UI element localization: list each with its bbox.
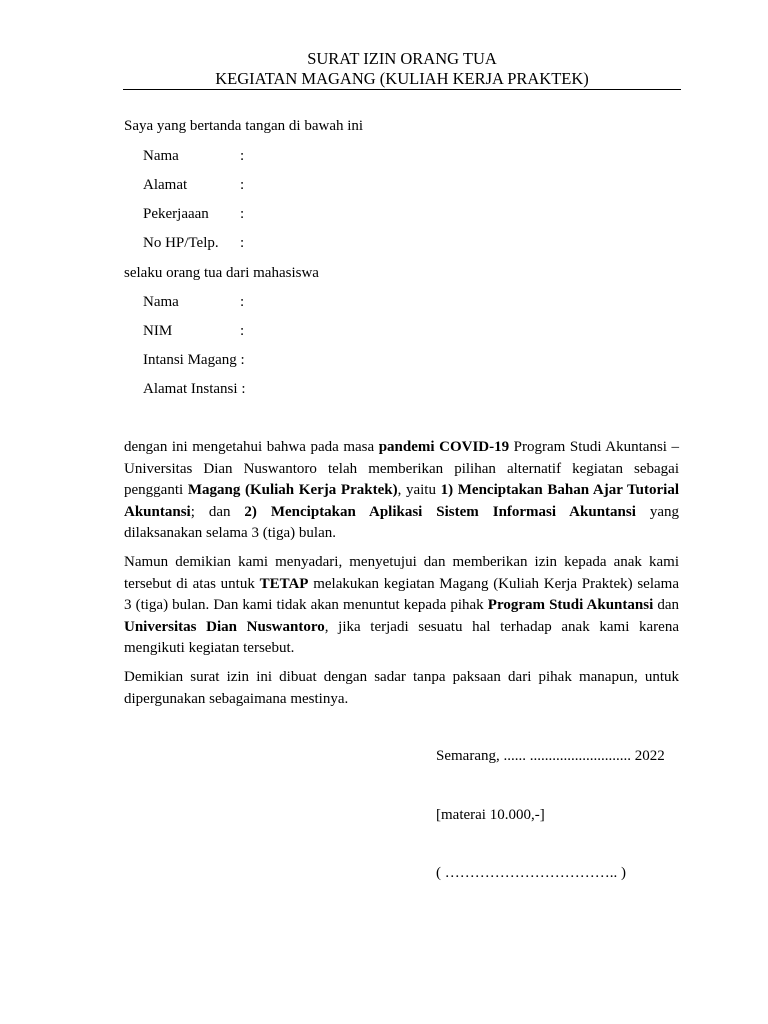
field-label: Alamat <box>143 177 188 193</box>
text-run: ; dan <box>190 503 245 520</box>
student-field-nama <box>143 292 244 312</box>
paragraph-2 <box>124 552 679 660</box>
text-run: , yaitu <box>397 482 441 498</box>
signature-name-line: ( …………………………….. ) <box>436 865 626 881</box>
letter-title <box>123 49 681 90</box>
text-run: yang dilaksanakan selama 3 (tiga) bulan. <box>124 503 679 541</box>
text-run: dengan ini mengetahui bahwa pada masa <box>124 439 379 455</box>
bold-run: TETAP <box>259 575 309 592</box>
field-label: No HP/Telp. <box>143 235 219 251</box>
bold-run: pandemi COVID-19 <box>378 439 510 455</box>
parent-field-alamat <box>143 175 244 195</box>
signature-stamp: [materai 10.000,-] <box>436 807 545 823</box>
title-line-2: KEGIATAN MAGANG (KULIAH KERJA PRAKTEK) <box>215 69 589 88</box>
field-label: NIM <box>143 323 173 339</box>
bold-run: 1) Menciptakan Bahan Ajar Tutorial Akuntansi <box>124 482 679 520</box>
parent-field-pekerjaan <box>143 204 244 224</box>
field-label: Alamat Instansi : <box>143 381 246 397</box>
field-label: Nama <box>143 294 179 310</box>
field-separator: : <box>240 206 245 222</box>
field-separator: : <box>240 148 245 164</box>
parent-field-nama <box>143 146 244 166</box>
text-run: Namun demikian kami menyadari, menyetujui dan memberikan izin kepada anak kami tersebut di atas untuk <box>124 554 679 592</box>
field-label: Pekerjaaan <box>143 206 209 222</box>
parent-intro: Saya yang bertanda tangan di bawah ini <box>124 118 364 134</box>
title-line-1: SURAT IZIN ORANG TUA <box>307 49 497 68</box>
bold-run: Universitas Dian Nuswantoro <box>124 618 325 635</box>
student-field-alamat-instansi <box>143 379 245 399</box>
field-label: Nama <box>143 148 179 164</box>
field-separator: : <box>240 177 245 193</box>
parent-field-phone <box>143 233 244 253</box>
paragraph-3: Demikian surat izin ini dibuat dengan sadar tanpa paksaan dari pihak manapun, untuk dipergunakan sebagaimana mestinya. <box>124 669 679 707</box>
field-separator: : <box>240 323 245 339</box>
bold-run: Program Studi Akuntansi <box>487 597 654 613</box>
text-run: Program Studi Akuntansi – Universitas Dian Nuswantoro telah memberikan pilihan alternatif kegiatan sebagai pengganti <box>124 439 679 498</box>
bold-run: 2) Menciptakan Aplikasi Sistem Informasi Akuntansi <box>244 503 636 520</box>
student-intro: selaku orang tua dari mahasiswa <box>124 265 319 281</box>
text-run: dan <box>653 597 680 613</box>
text-run: , jika terjadi sesuatu hal terhadap anak kami karena mengikuti kegiatan tersebut. <box>124 618 679 656</box>
student-field-instansi <box>143 350 245 370</box>
field-separator: : <box>240 235 245 251</box>
bold-run: Magang (Kuliah Kerja Praktek) <box>187 482 398 498</box>
student-field-nim <box>143 321 244 341</box>
signature-place-date: Semarang, ...... ........................... 2022 <box>436 748 665 764</box>
field-label: Intansi Magang : <box>143 352 245 368</box>
field-separator: : <box>240 294 245 310</box>
text-run: melakukan kegiatan Magang (Kuliah Kerja Praktek) selama 3 (tiga) bulan. Dan kami tidak akan menuntut kepada pihak <box>124 575 679 613</box>
paragraph-1 <box>124 437 679 545</box>
